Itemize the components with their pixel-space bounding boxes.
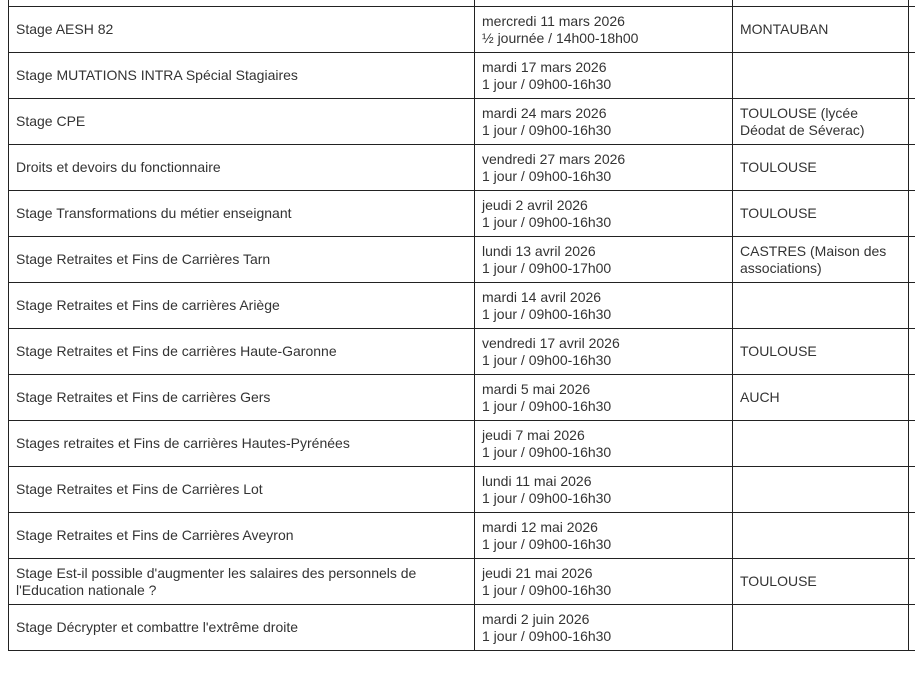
stage-date-cell — [475, 329, 733, 375]
stage-location — [733, 283, 909, 329]
table-row — [9, 283, 915, 329]
stage-location — [733, 605, 909, 651]
stage-date-cell — [475, 513, 733, 559]
extra-column-cell — [909, 559, 915, 605]
table-row — [9, 605, 915, 651]
table-row — [9, 53, 915, 99]
stage-date-cell — [475, 237, 733, 283]
stage-date: jeudi 21 mai 2026 — [482, 564, 593, 581]
stage-duration: 1 jour / 09h00-16h30 — [482, 167, 612, 184]
stage-date: mercredi 11 mars 2026 — [482, 12, 625, 29]
stage-duration: 1 jour / 09h00-17h00 — [482, 259, 612, 276]
stage-date-cell — [475, 191, 733, 237]
stage-date-cell — [475, 421, 733, 467]
stage-date: mardi 17 mars 2026 — [482, 58, 607, 75]
table-row — [9, 513, 915, 559]
table-row — [9, 559, 915, 605]
extra-column-cell — [909, 375, 915, 421]
extra-column-cell — [909, 467, 915, 513]
stage-date: lundi 13 avril 2026 — [482, 242, 596, 259]
stage-date: mardi 5 mai 2026 — [482, 380, 591, 397]
table-body — [9, 0, 915, 651]
extra-column-cell — [909, 191, 915, 237]
stage-date-cell — [475, 283, 733, 329]
stage-date: jeudi 7 mai 2026 — [482, 426, 585, 443]
stage-title: Stage Est-il possible d'augmenter les salaires des personnels de l'Education nationale ? — [9, 559, 475, 605]
extra-column-cell — [909, 145, 915, 191]
stage-location — [733, 53, 909, 99]
stage-date: vendredi 17 avril 2026 — [482, 334, 620, 351]
training-schedule-table — [8, 0, 915, 651]
stage-date: mardi 24 mars 2026 — [482, 104, 607, 121]
table-row — [9, 421, 915, 467]
stage-location — [733, 467, 909, 513]
stage-title: Stage AESH 82 — [9, 7, 475, 53]
stage-title: Stage Retraites et Fins de carrières Haute-Garonne — [9, 329, 475, 375]
stage-duration: 1 jour / 09h00-16h30 — [482, 75, 612, 92]
table-row — [9, 191, 915, 237]
stage-location: AUCH — [733, 375, 909, 421]
stage-title: Stage Retraites et Fins de carrières Gers — [9, 375, 475, 421]
stage-date: mardi 2 juin 2026 — [482, 610, 590, 627]
stage-title: Stage Transformations du métier enseignant — [9, 191, 475, 237]
stage-date: mardi 12 mai 2026 — [482, 518, 598, 535]
stage-date-cell — [475, 145, 733, 191]
stage-duration: ½ journée / 14h00-18h00 — [482, 29, 639, 46]
table-row — [9, 7, 915, 53]
stage-date-cell — [475, 559, 733, 605]
stage-location: TOULOUSE — [733, 145, 909, 191]
extra-column-cell — [909, 237, 915, 283]
stage-title: Stage Retraites et Fins de Carrières Aveyron — [9, 513, 475, 559]
stage-title: Stage CPE — [9, 99, 475, 145]
table-row — [9, 237, 915, 283]
stage-duration: 1 jour / 09h00-16h30 — [482, 489, 612, 506]
stage-date-cell — [475, 99, 733, 145]
stage-duration: 1 jour / 09h00-16h30 — [482, 121, 612, 138]
stage-date-cell — [475, 53, 733, 99]
extra-column-cell — [909, 513, 915, 559]
stage-location: TOULOUSE (lycée Déodat de Séverac) — [733, 99, 909, 145]
stage-date-cell — [475, 467, 733, 513]
extra-column-cell — [909, 53, 915, 99]
extra-column-cell — [909, 7, 915, 53]
extra-column-cell — [909, 329, 915, 375]
stage-title: Stage Décrypter et combattre l'extrême droite — [9, 605, 475, 651]
stage-duration: 1 jour / 09h00-16h30 — [482, 581, 612, 598]
stage-location: TOULOUSE — [733, 329, 909, 375]
stage-duration: 1 jour / 09h00-16h30 — [482, 535, 612, 552]
stage-date-cell — [475, 605, 733, 651]
stage-title: Stage Retraites et Fins de Carrières Lot — [9, 467, 475, 513]
stage-location: MONTAUBAN — [733, 7, 909, 53]
table-row — [9, 375, 915, 421]
extra-column-cell — [909, 283, 915, 329]
stage-date: mardi 14 avril 2026 — [482, 288, 602, 305]
table-row — [9, 329, 915, 375]
stage-location: CASTRES (Maison des associations) — [733, 237, 909, 283]
stage-location: TOULOUSE — [733, 191, 909, 237]
stage-date: vendredi 27 mars 2026 — [482, 150, 626, 167]
table-row — [9, 145, 915, 191]
stage-location: TOULOUSE — [733, 559, 909, 605]
stage-title: Stages retraites et Fins de carrières Hautes-Pyrénées — [9, 421, 475, 467]
stage-location — [733, 513, 909, 559]
stage-duration: 1 jour / 09h00-16h30 — [482, 443, 612, 460]
stage-date-cell — [475, 7, 733, 53]
stage-duration: 1 jour / 09h00-16h30 — [482, 397, 612, 414]
extra-column-cell — [909, 421, 915, 467]
stage-date: jeudi 2 avril 2026 — [482, 196, 588, 213]
extra-column-cell — [909, 99, 915, 145]
stage-date-cell — [475, 375, 733, 421]
stage-title: Stage MUTATIONS INTRA Spécial Stagiaires — [9, 53, 475, 99]
stage-title: Stage Retraites et Fins de carrières Ariège — [9, 283, 475, 329]
stage-location — [733, 421, 909, 467]
stage-duration: 1 jour / 09h00-16h30 — [482, 351, 612, 368]
extra-column-cell — [909, 605, 915, 651]
training-schedule-table-wrapper — [8, 0, 915, 651]
stage-duration: 1 jour / 09h00-16h30 — [482, 627, 612, 644]
table-row — [9, 99, 915, 145]
stage-title: Stage Retraites et Fins de Carrières Tarn — [9, 237, 475, 283]
stage-duration: 1 jour / 09h00-16h30 — [482, 213, 612, 230]
stage-duration: 1 jour / 09h00-16h30 — [482, 305, 612, 322]
stage-title: Droits et devoirs du fonctionnaire — [9, 145, 475, 191]
table-row — [9, 467, 915, 513]
stage-date: lundi 11 mai 2026 — [482, 472, 592, 489]
